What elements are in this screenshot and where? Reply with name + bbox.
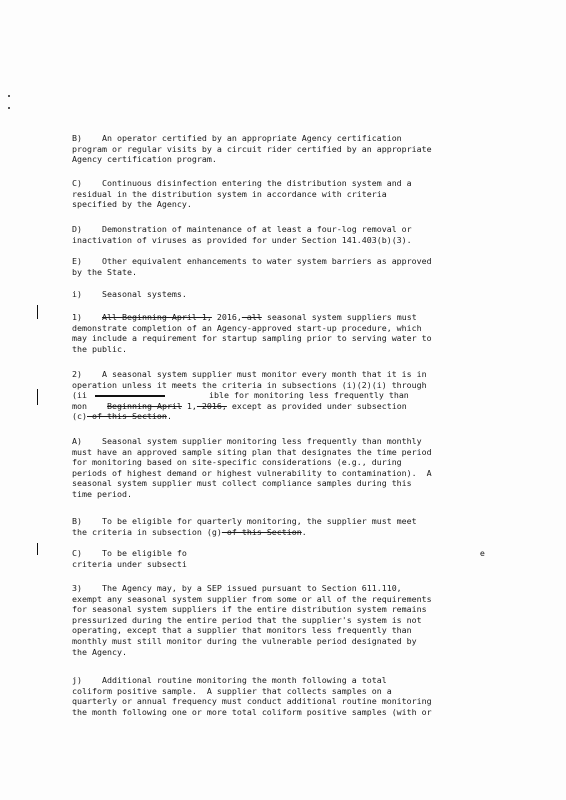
scan-speck bbox=[8, 107, 10, 109]
strikethrough-text: of this Section bbox=[221, 526, 302, 537]
paragraph-c-annual: C) To be eligible fo e criteria under subsecti bbox=[72, 548, 485, 569]
strikethrough-text: all bbox=[241, 312, 262, 322]
paragraph-b-operator: B) An operator certified by an appropriate Agency certification program or regular visits by a circuit rider certified by an appropriate Agency certification program. bbox=[72, 133, 432, 165]
heading-seasonal-systems: i) Seasonal systems. bbox=[72, 289, 187, 299]
change-bar bbox=[37, 543, 38, 555]
change-bar bbox=[37, 305, 38, 319]
paragraph-b-quarterly: B) To be eligible for quarterly monitoring, the supplier must meet the criteria in subsection (g) of this Section. bbox=[72, 516, 417, 537]
paragraph-d-four-log: D) Demonstration of maintenance of at least a four-log removal or inactivation of viruses as provided for under Section 141.403(b)(3). bbox=[72, 224, 412, 245]
paragraph-i1-startup: 1) All Beginning April 1, 2016, all seasonal system suppliers must demonstrate completion of an Agency-approved start-up procedure, which may include a requirement for startup sampling prior to serving water to the public. bbox=[72, 312, 432, 354]
paragraph-i2-monthly: 2) A seasonal system supplier must monitor every month that it is in operation unless it meets the criteria in subsections (i)(2)(i) through (ii ible for monitoring less frequently than mon Beginning April 1, 2016, except as provided under subsection (c) of this Section. bbox=[72, 369, 427, 422]
strikethrough-text: 2016, bbox=[196, 400, 227, 411]
strikethrough-text: All Beginning April 1, bbox=[101, 312, 212, 322]
strikethrough-text: Beginning April bbox=[107, 400, 182, 411]
redaction-mark bbox=[95, 395, 165, 397]
paragraph-e-enhancements: E) Other equivalent enhancements to water system barriers as approved by the State. bbox=[72, 256, 432, 277]
paragraph-j-additional: j) Additional routine monitoring the month following a total coliform positive sample. A supplier that collects samples on a quarterly or annual frequency must conduct additional routine monitoring the month following one or more total coliform positive samples (with or bbox=[72, 675, 432, 717]
paragraph-a-siting-plan: A) Seasonal system supplier monitoring less frequently than monthly must have an approved sample siting plan that designates the time period for monitoring based on site-specific considerations (e.g., during periods of highest demand or highest vulnerability to contamination). A seasonal system supplier must collect compliance samples during this time period. bbox=[72, 436, 432, 499]
paragraph-3-exemption: 3) The Agency may, by a SEP issued pursuant to Section 611.110, exempt any seasonal system supplier from some or all of the requirements for seasonal system suppliers if the entire distribution system remains pressurized during the entire period that the supplier's system is not operating, except that a supplier that monitors less frequently than monthly must still monitor during the vulnerable period designated by the Agency. bbox=[72, 583, 432, 657]
paragraph-c-disinfection: C) Continuous disinfection entering the distribution system and a residual in the distribution system in accordance with criteria specified by the Agency. bbox=[72, 178, 412, 210]
change-bar bbox=[37, 389, 38, 405]
strikethrough-text: of this Section bbox=[87, 411, 167, 422]
scan-speck bbox=[8, 95, 10, 97]
